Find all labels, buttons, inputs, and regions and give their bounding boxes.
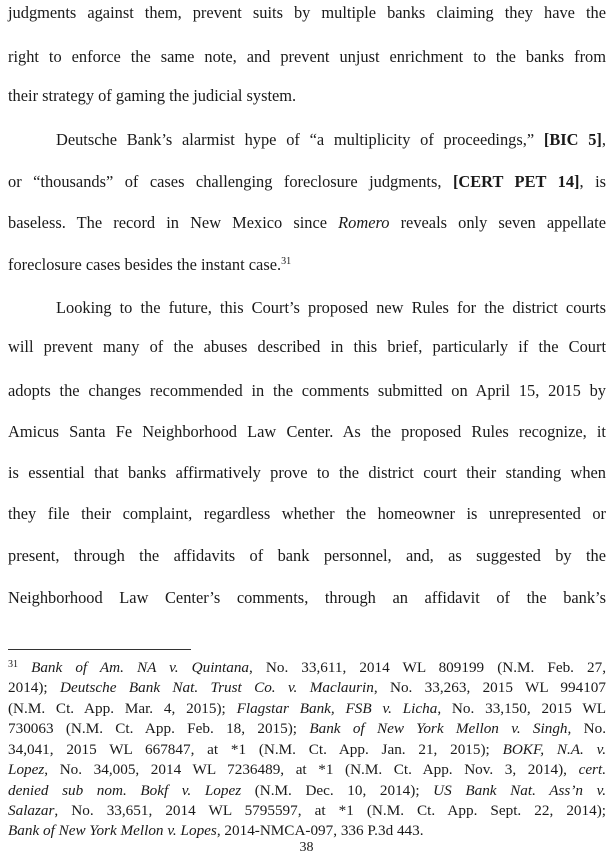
footnote-separator bbox=[8, 649, 191, 650]
text-run: , No. bbox=[567, 720, 606, 737]
footnote-number: 31 bbox=[8, 659, 18, 670]
text-run: (N.M. Ct. App. Mar. 4, 2015); bbox=[8, 700, 237, 717]
body-line: Amicus Santa Fe Neighborhood Law Center. As the proposed Rules recognize, it bbox=[8, 422, 606, 441]
text-run: , No. 34,005, 2014 WL 7236489, at *1 (N.M. Ct. App. Nov. 3, 2014), bbox=[44, 761, 579, 778]
footnote-line bbox=[8, 761, 606, 779]
case-name: BOKF, N.A. v. bbox=[502, 741, 607, 758]
case-name: US Bank Nat. Ass’n v. bbox=[433, 782, 606, 799]
case-name: cert. bbox=[578, 761, 606, 778]
body-line bbox=[8, 130, 606, 150]
text-run: , No. 33,263, 2015 WL 994107 bbox=[373, 679, 606, 696]
text-run: reveals only seven appellate bbox=[389, 213, 606, 232]
body-line: they file their complaint, regardless whether the homeowner is unrepresented or bbox=[8, 504, 606, 523]
text-run bbox=[18, 659, 31, 676]
text-run: , bbox=[601, 130, 606, 149]
case-name: Lopez bbox=[8, 761, 45, 778]
text-run: , No. 33,150, 2015 WL bbox=[437, 700, 606, 717]
footnote-line bbox=[8, 802, 606, 820]
body-line: their strategy of gaming the judicial system. bbox=[8, 86, 297, 105]
case-name: Deutsche Bank Nat. Trust Co. v. Maclaurin bbox=[60, 679, 374, 696]
body-line: right to enforce the same note, and prevent unjust enrichment to the banks from bbox=[8, 47, 606, 66]
footnote-line bbox=[8, 659, 606, 677]
body-line: will prevent many of the abuses described in this brief, particularly if the Court bbox=[8, 337, 606, 356]
case-name: Bank of New York Mellon v. Singh bbox=[309, 720, 568, 737]
footnote-line bbox=[8, 679, 606, 697]
body-line: is essential that banks affirmatively prove to the district court their standing when bbox=[8, 463, 606, 482]
text-run: 730063 (N.M. Ct. App. Feb. 18, 2015); bbox=[8, 720, 310, 737]
body-line: adopts the changes recommended in the comments submitted on April 15, 2015 by bbox=[8, 381, 606, 400]
body-line: Looking to the future, this Court’s proposed new Rules for the district courts bbox=[56, 298, 606, 317]
body-line: judgments against them, prevent suits by multiple banks claiming they have the bbox=[8, 3, 606, 22]
body-line bbox=[8, 172, 606, 192]
text-run: foreclosure cases besides the instant case. bbox=[8, 255, 282, 274]
record-cite: [CERT PET 14] bbox=[452, 172, 580, 191]
page-number: 38 bbox=[299, 840, 314, 855]
text-run: , No. 33,611, 2014 WL 809199 (N.M. Feb. 27, bbox=[249, 659, 606, 676]
text-run: , No. 33,651, 2014 WL 5795597, at *1 (N.M. Ct. App. Sept. 22, 2014); bbox=[54, 802, 606, 819]
case-name: denied sub nom. Bokf v. Lopez bbox=[8, 782, 242, 799]
text-run: 34,041, 2015 WL 667847, at *1 (N.M. Ct. App. Jan. 21, 2015); bbox=[8, 741, 503, 758]
record-cite: [BIC 5] bbox=[543, 130, 602, 149]
footnote-line bbox=[8, 741, 606, 759]
body-line bbox=[8, 213, 606, 233]
text-run: (N.M. Dec. 10, 2014); bbox=[241, 782, 434, 799]
case-name: Bank of Am. NA v. Quintana bbox=[31, 659, 250, 676]
case-name: Bank of New York Mellon v. Lopes bbox=[8, 822, 217, 839]
body-line bbox=[8, 255, 606, 275]
body-line: Neighborhood Law Center’s comments, through an affidavit of the bank’s bbox=[8, 588, 606, 607]
footnote-line bbox=[8, 700, 606, 718]
footnote-line bbox=[8, 720, 606, 738]
case-name: Romero bbox=[338, 213, 390, 232]
text-run: Deutsche Bank’s alarmist hype of “a multiplicity of proceedings,” bbox=[56, 130, 544, 149]
text-run: or “thousands” of cases challenging foreclosure judgments, bbox=[8, 172, 453, 191]
case-name: Salazar bbox=[8, 802, 55, 819]
text-run: 2014); bbox=[8, 679, 60, 696]
footnote-ref: 31 bbox=[281, 256, 292, 267]
body-line: present, through the affidavits of bank personnel, and, as suggested by the bbox=[8, 546, 606, 565]
text-run: , 2014-NMCA-097, 336 P.3d 443. bbox=[216, 822, 424, 839]
case-name: Flagstar Bank, FSB v. Licha bbox=[236, 700, 438, 717]
text-run: , is bbox=[579, 172, 606, 191]
text-run: baseless. The record in New Mexico since bbox=[8, 213, 339, 232]
footnote-line bbox=[8, 822, 606, 840]
footnote-line bbox=[8, 782, 606, 800]
